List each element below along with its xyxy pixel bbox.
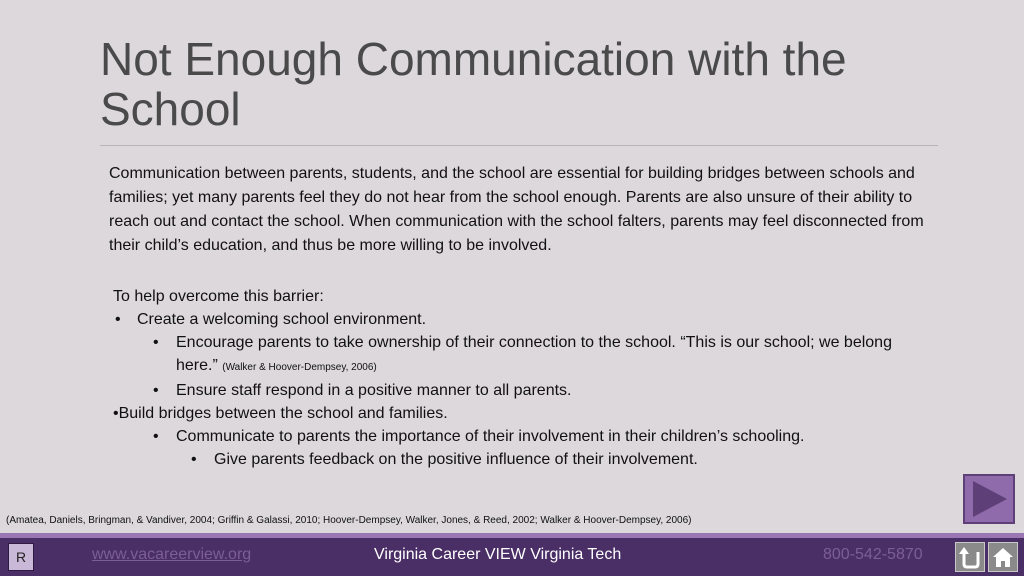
list-item (113, 379, 923, 402)
list-item (113, 448, 923, 471)
barrier-list (113, 285, 923, 471)
list-item (113, 308, 923, 331)
next-slide-button[interactable] (963, 474, 1015, 524)
references-citation: (Amatea, Daniels, Bringman, & Vandiver, 2004; Griffin & Galassi, 2010; Hoover-Dempsey, Walker, Jones, & Reed, 2002; Walker & Hoover-Dempsey, 2006) (6, 515, 692, 526)
bullet-icon: • (191, 451, 197, 468)
website-link[interactable]: www.vacareerview.org (92, 546, 252, 563)
list-item (113, 425, 923, 448)
bullet-icon: • (153, 428, 159, 445)
bullet-icon: • (113, 405, 119, 422)
back-arrow-icon (956, 543, 984, 571)
list-item-text: Ensure staff respond in a positive manner to all parents. (176, 382, 572, 399)
back-button[interactable] (955, 542, 985, 572)
list-item-text: Give parents feedback on the positive influence of their involvement. (214, 451, 698, 468)
barrier-heading: To help overcome this barrier: (113, 288, 324, 305)
bullet-icon: • (115, 311, 121, 328)
footer-phone: 800-542-5870 (823, 546, 923, 563)
footer-title: Virginia Career VIEW Virginia Tech (374, 546, 622, 563)
footer-bar (0, 538, 1024, 576)
home-button[interactable] (988, 542, 1018, 572)
bullet-icon: • (153, 382, 159, 399)
list-item-text: Encourage parents to take ownership of their connection to the school. “This is our school; we belong here.” (176, 334, 892, 374)
intro-paragraph: Communication between parents, students, and the school are essential for building bridges between schools and families; yet many parents feel they do not hear from the school enough. Parents are also unsure of their ability to reach out and contact the school. When communication with the school falters, parents may feel disconnected from their child’s education, and thus be more willing to be involved. (109, 165, 924, 254)
title-divider (100, 145, 938, 146)
slide-title: Not Enough Communication with the School (100, 33, 847, 135)
list-item-text: Communicate to parents the importance of their involvement in their children’s schooling. (176, 428, 805, 445)
inline-citation: (Walker & Hoover-Dempsey, 2006) (222, 362, 377, 373)
r-badge: R (8, 543, 34, 571)
list-item (113, 331, 923, 379)
list-item-text: Build bridges between the school and families. (118, 405, 448, 422)
list-item-text: Create a welcoming school environment. (137, 311, 427, 328)
home-icon (989, 543, 1017, 571)
list-item (113, 402, 923, 425)
play-triangle-icon (965, 476, 1013, 522)
bullet-icon: • (153, 334, 159, 351)
